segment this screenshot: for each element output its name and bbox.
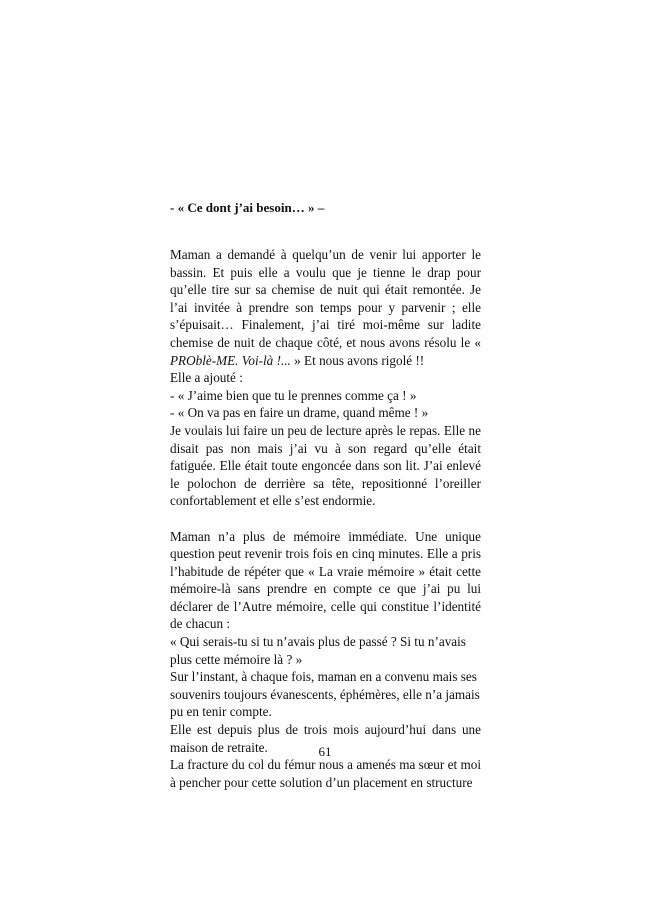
paragraph-question: « Qui serais-tu si tu n’avais plus de passé ? Si tu n’avais plus cette mémoire là ? » [170, 634, 466, 667]
paragraph-bassin-end: » Et nous avons rigolé !! [290, 352, 425, 368]
paragraph-souvenirs: Sur l’instant, à chaque fois, maman en a convenu mais ses souvenirs toujours évanescents, éphémères, elle n’a jamais pu en tenir compte. [170, 669, 480, 720]
chapter-heading: - « Ce dont j’ai besoin… » – [170, 200, 325, 215]
paragraph-fracture: La fracture du col du fémur nous a amenés ma sœur et moi à pencher pour cette solution d’un placement en structure [170, 757, 481, 790]
paragraph-lecture: Je voulais lui faire un peu de lecture après le repas. Elle ne disait pas non mais j’ai vu à son regard qu’elle était fatiguée. Elle était toute engoncée dans son lit. J’ai enlevé le polochon de derrière sa tête, repositionné l’oreiller confortablement et elle s’est endormie. [170, 422, 481, 509]
dialogue-line-1: - « J’aime bien que tu le prennes comme ça ! » [170, 387, 417, 403]
page-number: 61 [318, 744, 332, 759]
paragraph-memoire: Maman n’a plus de mémoire immédiate. Une unique question peut revenir trois fois en cinq minutes. Elle a pris l’habitude de répéter que « La vraie mémoire » était cette mémoire-là sans prendre en compte ce que j’ai pu lui déclarer de l’Autre mémoire, celle qui constitue l’identité de chacun : [170, 528, 481, 632]
dialogue-line-2: - « On va pas en faire un drame, quand même ! » [170, 405, 429, 421]
paragraph-maison-retraite: Elle est depuis plus de trois mois aujourd’hui dans une maison de retraite. [170, 722, 481, 755]
paragraph-elle-a-ajoute: Elle a ajouté : [170, 370, 243, 386]
body-text [170, 246, 481, 791]
paragraph-gap [170, 510, 481, 528]
paragraph-bassin [170, 246, 481, 369]
probleme-exclamation: PROblè-ME. Voi-là !... [170, 352, 291, 368]
paragraph-bassin-text: Maman a demandé à quelqu’un de venir lui apporter le bassin. Et puis elle a voulu que je tienne le drap pour qu’elle tire sur sa chemise de nuit qui était remontée. Je l’ai invitée à prendre son temps pour y parvenir ; elle s’épuisait… Finalement, j’ai tiré moi-même sur ladite chemise de nuit de chaque côté, et nous avons résolu le « [170, 247, 481, 350]
